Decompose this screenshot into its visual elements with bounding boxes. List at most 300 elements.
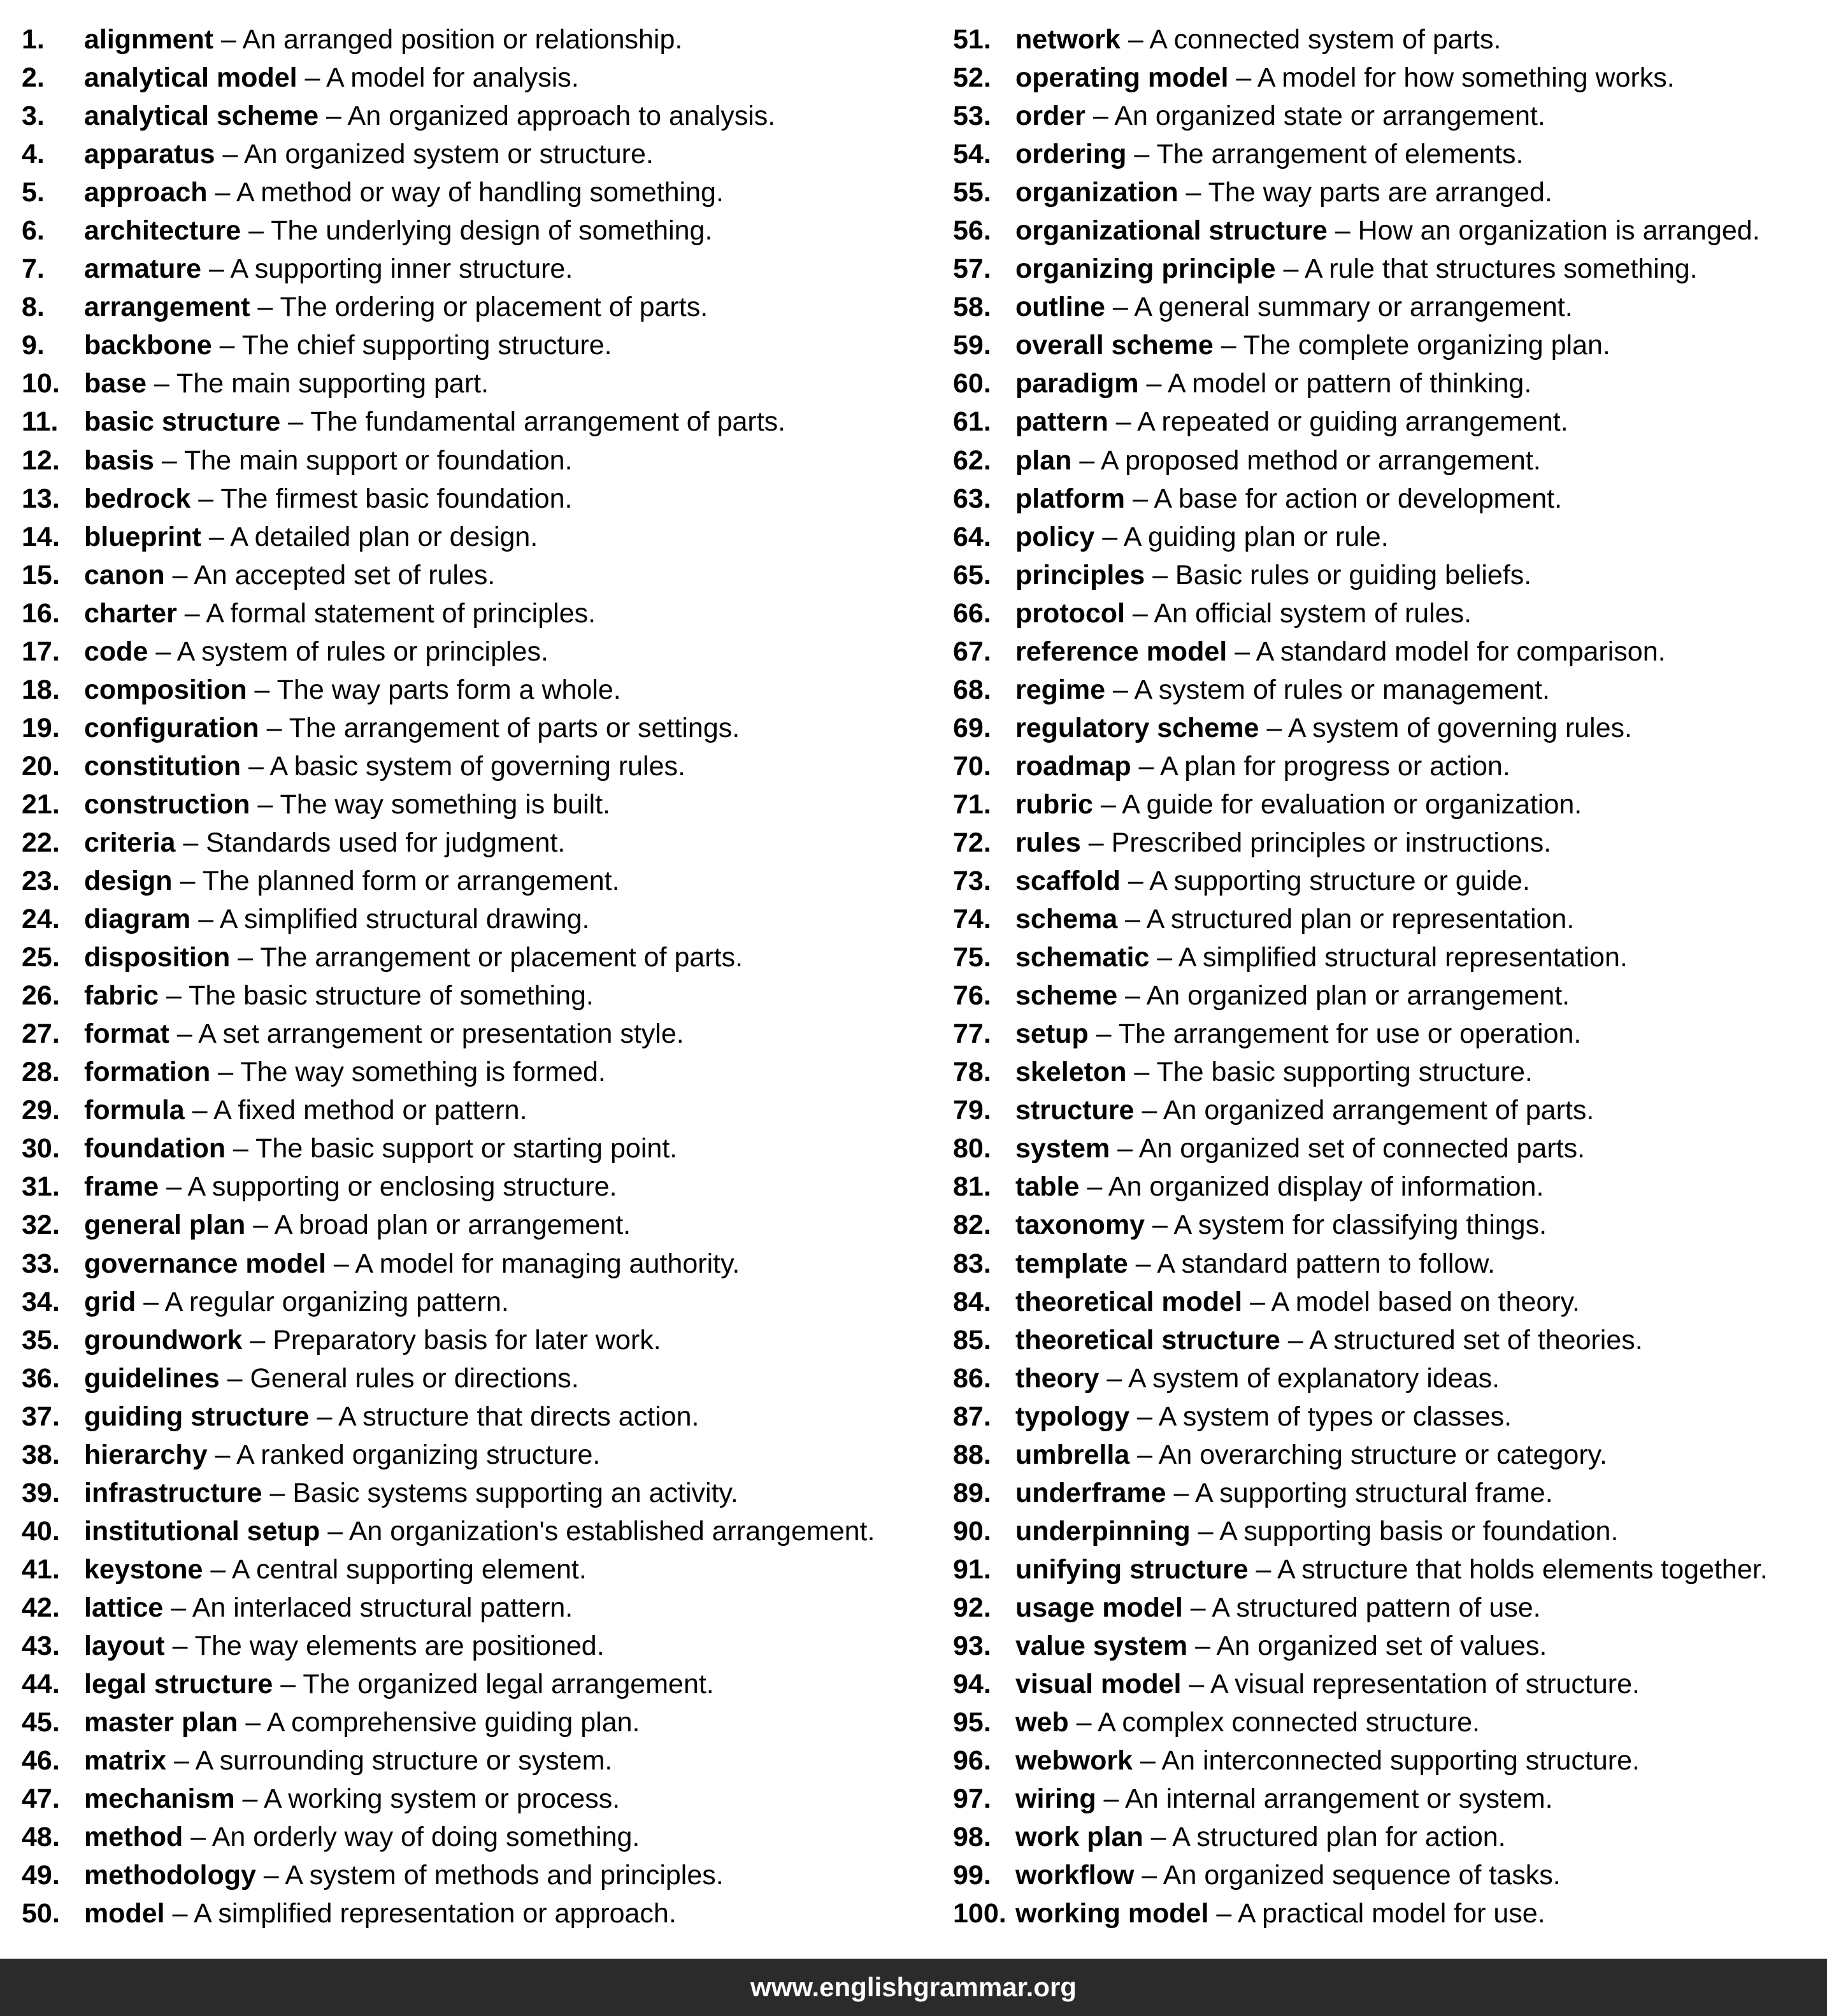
list-item (22, 785, 926, 824)
item-text (84, 1780, 620, 1818)
item-definition: – Standards used for judgment. (175, 827, 566, 858)
item-term: keystone (84, 1554, 203, 1585)
item-term: model (84, 1898, 165, 1929)
list-item (22, 1091, 926, 1129)
item-text (84, 938, 743, 976)
item-term: unifying structure (1015, 1554, 1249, 1585)
item-term: organizing principle (1015, 254, 1276, 285)
item-text (1015, 938, 1628, 976)
item-text (84, 1894, 677, 1933)
item-text (84, 135, 654, 173)
item-text (1015, 364, 1531, 403)
item-text (84, 1589, 573, 1627)
item-number: 74. (953, 904, 991, 935)
item-text (84, 1015, 684, 1053)
list-item (22, 1436, 926, 1474)
list-item (22, 1703, 926, 1741)
item-number: 95. (953, 1707, 991, 1738)
item-definition: – A structure that holds elements together. (1248, 1554, 1768, 1585)
item-term: foundation (84, 1133, 226, 1164)
item-text (84, 326, 612, 364)
item-definition: – A structured set of theories. (1280, 1324, 1643, 1355)
item-number: 94. (953, 1669, 991, 1700)
list-item (22, 1398, 926, 1436)
item-text (1015, 403, 1568, 441)
item-number: 88. (953, 1439, 991, 1470)
item-text (84, 403, 785, 441)
item-term: matrix (84, 1745, 167, 1777)
list-item (953, 594, 1827, 633)
word-list-left-column (22, 20, 926, 1933)
item-definition: – A ranked organizing structure. (207, 1439, 601, 1470)
list-item (953, 173, 1827, 211)
item-definition: – An accepted set of rules. (164, 559, 496, 590)
item-definition: – A complex connected structure. (1068, 1707, 1480, 1738)
item-number: 89. (953, 1477, 991, 1508)
item-term: groundwork (84, 1324, 243, 1355)
list-item (953, 250, 1827, 288)
item-term: taxonomy (1015, 1210, 1145, 1241)
item-definition: – A model for managing authority. (326, 1248, 740, 1279)
item-text (1015, 59, 1675, 97)
item-definition: – A model for how something works. (1228, 62, 1675, 94)
item-text (84, 1129, 677, 1168)
item-number: 7. (22, 254, 45, 285)
item-text (84, 1398, 699, 1436)
list-item (953, 1359, 1827, 1398)
item-text (84, 785, 610, 824)
item-number: 63. (953, 483, 991, 514)
item-text (1015, 1550, 1768, 1589)
item-number: 21. (22, 789, 60, 820)
item-term: canon (84, 559, 165, 590)
item-definition: – A method or way of handling something. (207, 177, 724, 208)
item-term: basic structure (84, 406, 281, 438)
list-item (22, 250, 926, 288)
item-term: schematic (1015, 942, 1150, 973)
list-item (953, 1780, 1827, 1818)
list-item (953, 1627, 1827, 1665)
item-number: 61. (953, 406, 991, 438)
item-term: template (1015, 1248, 1128, 1279)
item-term: construction (84, 789, 250, 820)
item-term: arrangement (84, 292, 250, 323)
item-definition: – An organized system or structure. (215, 139, 654, 170)
item-term: grid (84, 1286, 136, 1317)
item-number: 43. (22, 1630, 60, 1661)
item-definition: – A basic system of governing rules. (241, 750, 685, 782)
item-definition: – An organized display of information. (1079, 1171, 1544, 1203)
item-definition: – A surrounding structure or system. (166, 1745, 613, 1777)
item-definition: – A general summary or arrangement. (1105, 292, 1573, 323)
item-term: working model (1015, 1898, 1209, 1929)
item-term: umbrella (1015, 1439, 1130, 1470)
item-text (1015, 1627, 1547, 1665)
item-term: underframe (1015, 1477, 1166, 1508)
item-definition: – The arrangement or placement of parts. (230, 942, 743, 973)
item-number: 33. (22, 1248, 60, 1279)
item-term: rules (1015, 827, 1081, 858)
item-term: usage model (1015, 1592, 1183, 1623)
item-term: outline (1015, 292, 1105, 323)
list-item (22, 1053, 926, 1091)
item-number: 38. (22, 1439, 60, 1470)
item-term: skeleton (1015, 1057, 1127, 1088)
item-number: 9. (22, 330, 45, 361)
item-definition: – A supporting structural frame. (1166, 1477, 1553, 1508)
item-definition: – The fundamental arrangement of parts. (280, 406, 786, 438)
item-definition: – The ordering or placement of parts. (250, 292, 708, 323)
item-text (84, 594, 596, 633)
item-text (84, 900, 589, 938)
list-item (953, 1589, 1827, 1627)
list-item (953, 1550, 1827, 1589)
item-number: 72. (953, 827, 991, 858)
item-number: 60. (953, 368, 991, 399)
list-item (22, 135, 926, 173)
item-definition: – The firmest basic foundation. (190, 483, 573, 514)
item-term: analytical scheme (84, 101, 319, 132)
item-definition: – The main supporting part. (147, 368, 489, 399)
item-term: guidelines (84, 1362, 220, 1394)
item-term: policy (1015, 521, 1095, 552)
item-term: overall scheme (1015, 330, 1214, 361)
item-number: 34. (22, 1286, 60, 1317)
item-term: institutional setup (84, 1515, 320, 1547)
item-definition: – A formal statement of principles. (176, 597, 596, 629)
item-text (1015, 1703, 1480, 1741)
list-item (953, 1053, 1827, 1091)
item-number: 59. (953, 330, 991, 361)
item-definition: – An interlaced structural pattern. (163, 1592, 573, 1623)
list-item (22, 1015, 926, 1053)
list-item (953, 709, 1827, 747)
list-item (953, 441, 1827, 480)
item-definition: – Basic systems supporting an activity. (262, 1477, 738, 1508)
item-text (1015, 1589, 1541, 1627)
item-definition: – A system of governing rules. (1259, 712, 1632, 743)
item-definition: – A set arrangement or presentation style. (169, 1019, 684, 1050)
item-text (1015, 671, 1550, 709)
item-term: typology (1015, 1401, 1130, 1432)
item-term: charter (84, 597, 177, 629)
item-term: organizational structure (1015, 215, 1328, 247)
list-item (953, 1015, 1827, 1053)
item-number: 84. (953, 1286, 991, 1317)
item-definition: – The chief supporting structure. (211, 330, 612, 361)
item-text (84, 1053, 606, 1091)
item-text (84, 556, 495, 594)
list-item (22, 364, 926, 403)
item-text (1015, 1741, 1640, 1780)
item-number: 31. (22, 1171, 60, 1203)
list-item (953, 938, 1827, 976)
item-text (84, 20, 682, 59)
item-text (1015, 976, 1570, 1015)
item-number: 17. (22, 636, 60, 667)
item-definition: – An organized state or arrangement. (1085, 101, 1545, 132)
list-item (22, 594, 926, 633)
list-item (953, 671, 1827, 709)
item-number: 2. (22, 62, 45, 94)
item-number: 92. (953, 1592, 991, 1623)
item-number: 90. (953, 1515, 991, 1547)
item-definition: – The underlying design of something. (241, 215, 713, 247)
item-definition: – An organization's established arrangement. (320, 1515, 875, 1547)
item-text (84, 1321, 661, 1359)
item-text (84, 1512, 875, 1550)
item-text (84, 671, 621, 709)
item-term: blueprint (84, 521, 201, 552)
list-item (22, 938, 926, 976)
item-number: 55. (953, 177, 991, 208)
list-item (22, 1856, 926, 1894)
item-text (84, 250, 573, 288)
list-item (953, 1398, 1827, 1436)
item-definition: – A supporting or enclosing structure. (159, 1171, 617, 1203)
list-item (22, 1283, 926, 1321)
item-number: 22. (22, 827, 60, 858)
list-item (22, 518, 926, 556)
item-text (1015, 1206, 1547, 1244)
item-definition: – The way something is formed. (210, 1057, 606, 1088)
list-item (22, 671, 926, 709)
item-definition: – A central supporting element. (203, 1554, 587, 1585)
item-text (84, 1436, 600, 1474)
item-definition: – A regular organizing pattern. (136, 1286, 509, 1317)
item-definition: – A standard model for comparison. (1227, 636, 1666, 667)
list-item (22, 1474, 926, 1512)
item-definition: – A connected system of parts. (1120, 24, 1501, 55)
item-term: order (1015, 101, 1085, 132)
item-text (84, 709, 740, 747)
item-text (84, 633, 548, 671)
item-text (84, 59, 579, 97)
list-item (22, 1359, 926, 1398)
item-number: 19. (22, 712, 60, 743)
item-text (84, 1665, 714, 1703)
item-term: rubric (1015, 789, 1093, 820)
item-number: 39. (22, 1477, 60, 1508)
list-item (953, 976, 1827, 1015)
item-text (1015, 1436, 1607, 1474)
item-number: 54. (953, 139, 991, 170)
item-text (1015, 211, 1760, 250)
item-definition: – An official system of rules. (1124, 597, 1472, 629)
list-item (953, 1436, 1827, 1474)
item-definition: – The planned form or arrangement. (172, 866, 620, 897)
item-definition: – A system of types or classes. (1129, 1401, 1512, 1432)
list-item (953, 785, 1827, 824)
item-term: mechanism (84, 1784, 235, 1815)
item-term: theory (1015, 1362, 1100, 1394)
item-number: 30. (22, 1133, 60, 1164)
item-term: structure (1015, 1095, 1135, 1126)
item-definition: – The way something is built. (250, 789, 611, 820)
item-number: 96. (953, 1745, 991, 1777)
item-term: work plan (1015, 1822, 1143, 1853)
item-definition: – An organized set of values. (1187, 1630, 1547, 1661)
item-text (1015, 1129, 1585, 1168)
list-item (22, 709, 926, 747)
list-item (22, 1512, 926, 1550)
word-list-right-column (953, 20, 1827, 1933)
item-text (1015, 97, 1545, 135)
list-item (22, 862, 926, 900)
item-term: organization (1015, 177, 1179, 208)
item-definition: – A supporting inner structure. (201, 254, 573, 285)
item-number: 24. (22, 904, 60, 935)
item-number: 25. (22, 942, 60, 973)
item-text (1015, 135, 1523, 173)
item-number: 37. (22, 1401, 60, 1432)
item-definition: – The way parts form a whole. (247, 674, 621, 705)
item-term: method (84, 1822, 183, 1853)
item-number: 87. (953, 1401, 991, 1432)
item-definition: – A proposed method or arrangement. (1071, 445, 1541, 476)
item-text (84, 1627, 605, 1665)
item-term: backbone (84, 330, 212, 361)
item-text (1015, 862, 1530, 900)
item-number: 71. (953, 789, 991, 820)
item-number: 10. (22, 368, 60, 399)
list-item (953, 1741, 1827, 1780)
item-text (1015, 747, 1510, 785)
item-definition: – A model based on theory. (1242, 1286, 1580, 1317)
item-term: constitution (84, 750, 241, 782)
item-text (1015, 1321, 1643, 1359)
item-definition: – Basic rules or guiding beliefs. (1145, 559, 1532, 590)
item-text (1015, 1398, 1512, 1436)
item-text (84, 1474, 738, 1512)
item-text (84, 1741, 612, 1780)
item-number: 14. (22, 521, 60, 552)
list-item (22, 1665, 926, 1703)
item-term: lattice (84, 1592, 164, 1623)
item-term: analytical model (84, 62, 297, 94)
item-definition: – A working system or process. (234, 1784, 620, 1815)
item-number: 5. (22, 177, 45, 208)
list-item (953, 1091, 1827, 1129)
item-term: schema (1015, 904, 1118, 935)
item-number: 50. (22, 1898, 60, 1929)
list-item (953, 480, 1827, 518)
list-item (953, 1818, 1827, 1856)
item-term: paradigm (1015, 368, 1139, 399)
item-definition: – The basic support or starting point. (226, 1133, 678, 1164)
item-term: infrastructure (84, 1477, 262, 1508)
item-number: 12. (22, 445, 60, 476)
item-term: general plan (84, 1210, 246, 1241)
item-text (84, 1818, 640, 1856)
item-text (1015, 594, 1472, 633)
item-definition: – The basic structure of something. (159, 980, 594, 1012)
item-definition: – A model or pattern of thinking. (1138, 368, 1532, 399)
item-text (1015, 441, 1541, 480)
item-term: web (1015, 1707, 1069, 1738)
item-text (84, 1206, 631, 1244)
item-number: 32. (22, 1210, 60, 1241)
list-item (953, 824, 1827, 862)
item-number: 48. (22, 1822, 60, 1853)
item-definition: – The arrangement of elements. (1126, 139, 1524, 170)
item-definition: – A broad plan or arrangement. (245, 1210, 631, 1241)
list-item (22, 20, 926, 59)
item-definition: – Preparatory basis for later work. (242, 1324, 661, 1355)
item-text (84, 364, 489, 403)
list-item (953, 211, 1827, 250)
item-definition: – A system of rules or principles. (148, 636, 548, 667)
item-number: 67. (953, 636, 991, 667)
item-number: 3. (22, 101, 45, 132)
list-item (22, 288, 926, 326)
item-definition: – An interconnected supporting structure. (1133, 1745, 1640, 1777)
item-number: 27. (22, 1019, 60, 1050)
item-term: scheme (1015, 980, 1118, 1012)
item-number: 15. (22, 559, 60, 590)
item-text (84, 288, 708, 326)
list-item (953, 1856, 1827, 1894)
item-number: 52. (953, 62, 991, 94)
item-text (1015, 1015, 1581, 1053)
item-text (1015, 785, 1582, 824)
list-item (953, 1512, 1827, 1550)
item-term: wiring (1015, 1784, 1096, 1815)
item-definition: – An organized arrangement of parts. (1134, 1095, 1594, 1126)
item-term: architecture (84, 215, 241, 247)
item-definition: – A supporting basis or foundation. (1190, 1515, 1619, 1547)
item-term: formula (84, 1095, 185, 1126)
item-term: protocol (1015, 597, 1125, 629)
item-definition: – The way parts are arranged. (1178, 177, 1552, 208)
item-number: 16. (22, 597, 60, 629)
item-number: 83. (953, 1248, 991, 1279)
item-definition: – An internal arrangement or system. (1096, 1784, 1553, 1815)
item-number: 6. (22, 215, 45, 247)
item-definition: – An orderly way of doing something. (183, 1822, 640, 1853)
list-item (22, 1129, 926, 1168)
item-text (1015, 900, 1574, 938)
item-term: theoretical structure (1015, 1324, 1280, 1355)
list-item (953, 1129, 1827, 1168)
list-item (22, 211, 926, 250)
item-number: 76. (953, 980, 991, 1012)
item-definition: – An organized approach to analysis. (319, 101, 776, 132)
item-definition: – A plan for progress or action. (1131, 750, 1510, 782)
item-term: table (1015, 1171, 1080, 1203)
item-definition: – A system for classifying things. (1145, 1210, 1547, 1241)
item-term: guiding structure (84, 1401, 310, 1432)
item-number: 29. (22, 1095, 60, 1126)
item-number: 40. (22, 1515, 60, 1547)
item-text (84, 173, 724, 211)
item-text (1015, 1818, 1506, 1856)
item-text (84, 1245, 740, 1283)
item-text (84, 1091, 527, 1129)
website-url: www.englishgrammar.org (750, 1972, 1077, 2002)
item-term: code (84, 636, 148, 667)
item-term: apparatus (84, 139, 215, 170)
item-definition: – A supporting structure or guide. (1120, 866, 1530, 897)
item-number: 35. (22, 1324, 60, 1355)
item-term: armature (84, 254, 202, 285)
item-term: pattern (1015, 406, 1108, 438)
item-text (1015, 556, 1531, 594)
item-definition: – A comprehensive guiding plan. (238, 1707, 640, 1738)
item-number: 4. (22, 139, 45, 170)
item-text (1015, 1245, 1495, 1283)
item-text (84, 976, 594, 1015)
